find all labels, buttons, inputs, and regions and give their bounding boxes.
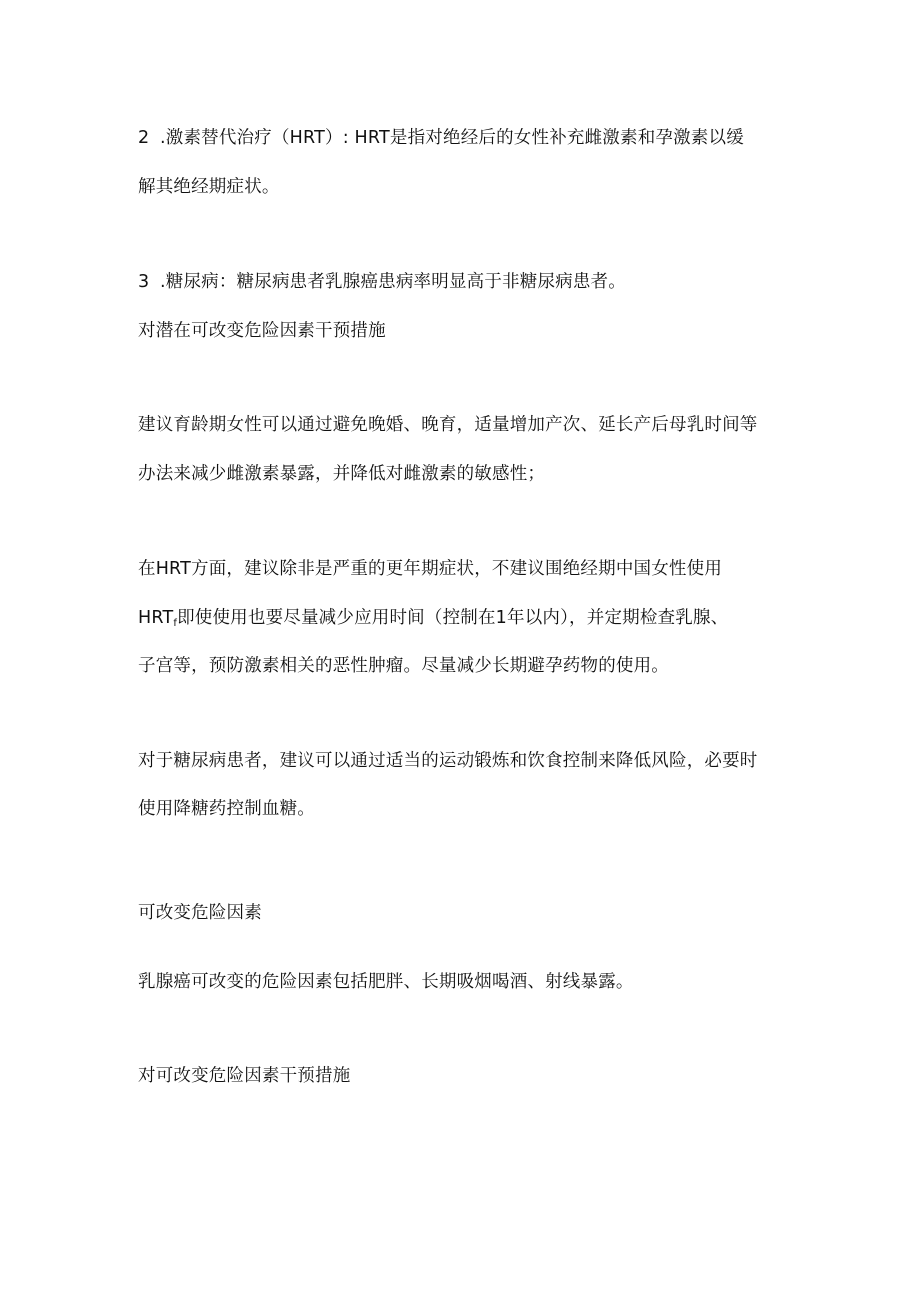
- para-reproductive-line-2: 办法来减少雌激素暴露，并降低对雌激素的敏感性；: [138, 464, 546, 484]
- item-2-line-2: 解其绝经期症状。: [138, 177, 280, 197]
- heading-modifiable: 可改变危险因素: [138, 903, 262, 923]
- para-hrt-rest: 即使使用也要尽量减少应用时间（控制在1年以内），并定期检查乳腺、: [177, 608, 729, 628]
- para-hrt-line-1: 在HRT方面，建议除非是严重的更年期症状，不建议围绝经期中国女性使用: [138, 559, 723, 579]
- para-reproductive-line-1: 建议育龄期女性可以通过避免晚婚、晚育，适量增加产次、延长产后母乳时间等: [138, 415, 758, 435]
- item-2-line-1: [138, 126, 798, 150]
- para-hrt-subscript: f: [173, 618, 178, 629]
- para-hrt-prefix: HRT: [138, 608, 174, 628]
- item-3-text: .糖尿病：糖尿病患者乳腺癌患病率明显高于非糖尿病患者。: [160, 272, 626, 292]
- item-3-number: 3: [138, 272, 150, 292]
- para-diabetes-line-2: 使用降糖药控制血糖。: [138, 799, 315, 819]
- item-2-number: 2: [138, 128, 150, 148]
- heading-modifiable-interventions: 对可改变危险因素干预措施: [138, 1066, 351, 1086]
- item-2-text: .激素替代治疗（HRT）: HRT是指对绝经后的女性补充雌激素和孕激素以缓: [160, 128, 744, 148]
- heading-latent-interventions: 对潜在可改变危险因素干预措施: [138, 321, 386, 341]
- item-3-line: [138, 270, 798, 294]
- para-diabetes-line-1: 对于糖尿病患者，建议可以通过适当的运动锻炼和饮食控制来降低风险，必要时: [138, 751, 758, 771]
- para-hrt-line-2: [138, 606, 798, 636]
- para-modifiable: 乳腺癌可改变的危险因素包括肥胖、长期吸烟喝酒、射线暴露。: [138, 972, 634, 992]
- para-hrt-line-3: 子宫等，预防激素相关的恶性肿瘤。尽量减少长期避孕药物的使用。: [138, 656, 669, 676]
